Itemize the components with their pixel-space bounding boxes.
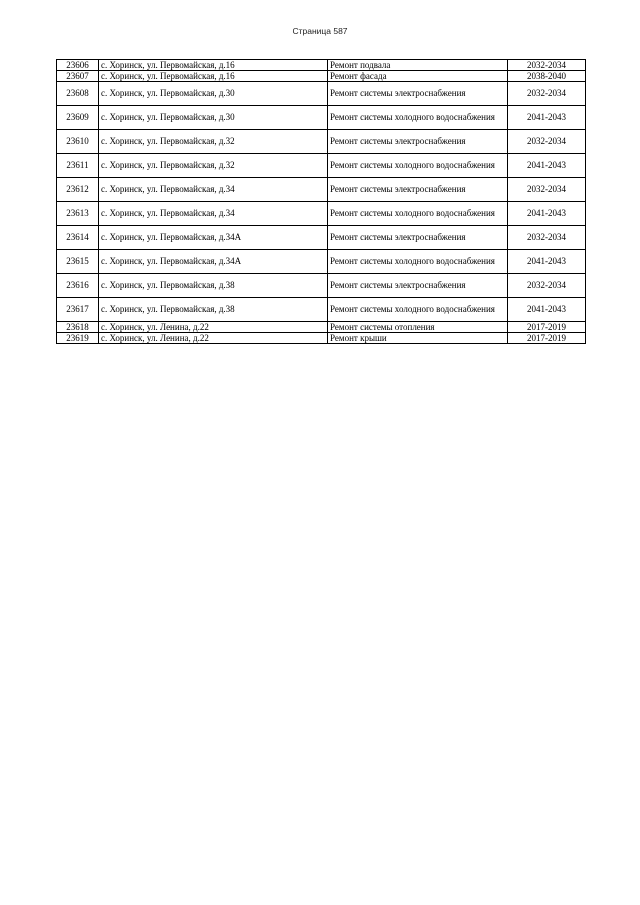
table-row bbox=[57, 82, 586, 106]
table-row bbox=[57, 274, 586, 298]
row-address: с. Хоринск, ул. Первомайская, д.34 bbox=[99, 202, 328, 226]
table-row bbox=[57, 71, 586, 82]
row-work-type: Ремонт системы электроснабжения bbox=[328, 274, 508, 298]
row-work-type: Ремонт системы холодного водоснабжения bbox=[328, 106, 508, 130]
row-number: 23619 bbox=[57, 333, 99, 344]
row-number: 23616 bbox=[57, 274, 99, 298]
table-row bbox=[57, 154, 586, 178]
row-address: с. Хоринск, ул. Ленина, д.22 bbox=[99, 333, 328, 344]
row-number: 23607 bbox=[57, 71, 99, 82]
row-work-type: Ремонт системы холодного водоснабжения bbox=[328, 250, 508, 274]
table-row bbox=[57, 226, 586, 250]
row-work-type: Ремонт системы электроснабжения bbox=[328, 130, 508, 154]
table-row bbox=[57, 250, 586, 274]
table-row bbox=[57, 60, 586, 71]
row-address: с. Хоринск, ул. Первомайская, д.16 bbox=[99, 71, 328, 82]
row-work-type: Ремонт системы электроснабжения bbox=[328, 178, 508, 202]
row-number: 23612 bbox=[57, 178, 99, 202]
row-period: 2017-2019 bbox=[508, 322, 586, 333]
row-period: 2041-2043 bbox=[508, 298, 586, 322]
table-row bbox=[57, 202, 586, 226]
repair-works-table bbox=[56, 59, 586, 344]
row-number: 23614 bbox=[57, 226, 99, 250]
row-work-type: Ремонт крыши bbox=[328, 333, 508, 344]
row-period: 2032-2034 bbox=[508, 226, 586, 250]
row-period: 2032-2034 bbox=[508, 60, 586, 71]
row-work-type: Ремонт системы холодного водоснабжения bbox=[328, 298, 508, 322]
row-work-type: Ремонт системы холодного водоснабжения bbox=[328, 202, 508, 226]
row-period: 2041-2043 bbox=[508, 202, 586, 226]
row-address: с. Хоринск, ул. Первомайская, д.34 bbox=[99, 178, 328, 202]
row-number: 23615 bbox=[57, 250, 99, 274]
row-address: с. Хоринск, ул. Первомайская, д.38 bbox=[99, 274, 328, 298]
row-period: 2032-2034 bbox=[508, 178, 586, 202]
row-period: 2041-2043 bbox=[508, 154, 586, 178]
row-period: 2017-2019 bbox=[508, 333, 586, 344]
page-number-header: Страница 587 bbox=[292, 26, 348, 36]
row-number: 23606 bbox=[57, 60, 99, 71]
table-row bbox=[57, 130, 586, 154]
row-address: с. Хоринск, ул. Первомайская, д.32 bbox=[99, 154, 328, 178]
row-number: 23610 bbox=[57, 130, 99, 154]
table-row bbox=[57, 298, 586, 322]
row-period: 2032-2034 bbox=[508, 82, 586, 106]
row-address: с. Хоринск, ул. Первомайская, д.32 bbox=[99, 130, 328, 154]
row-address: с. Хоринск, ул. Первомайская, д.38 bbox=[99, 298, 328, 322]
row-address: с. Хоринск, ул. Первомайская, д.34А bbox=[99, 250, 328, 274]
row-work-type: Ремонт системы отопления bbox=[328, 322, 508, 333]
row-period: 2032-2034 bbox=[508, 274, 586, 298]
row-work-type: Ремонт системы электроснабжения bbox=[328, 226, 508, 250]
row-number: 23611 bbox=[57, 154, 99, 178]
row-number: 23608 bbox=[57, 82, 99, 106]
row-period: 2038-2040 bbox=[508, 71, 586, 82]
table-row bbox=[57, 106, 586, 130]
row-work-type: Ремонт системы электроснабжения bbox=[328, 82, 508, 106]
row-address: с. Хоринск, ул. Ленина, д.22 bbox=[99, 322, 328, 333]
table-row bbox=[57, 322, 586, 333]
row-period: 2032-2034 bbox=[508, 130, 586, 154]
row-address: с. Хоринск, ул. Первомайская, д.16 bbox=[99, 60, 328, 71]
row-number: 23617 bbox=[57, 298, 99, 322]
row-number: 23609 bbox=[57, 106, 99, 130]
table-body bbox=[57, 60, 586, 344]
row-address: с. Хоринск, ул. Первомайская, д.34А bbox=[99, 226, 328, 250]
row-number: 23618 bbox=[57, 322, 99, 333]
row-period: 2041-2043 bbox=[508, 106, 586, 130]
row-address: с. Хоринск, ул. Первомайская, д.30 bbox=[99, 82, 328, 106]
table-row bbox=[57, 178, 586, 202]
row-work-type: Ремонт системы холодного водоснабжения bbox=[328, 154, 508, 178]
row-address: с. Хоринск, ул. Первомайская, д.30 bbox=[99, 106, 328, 130]
row-period: 2041-2043 bbox=[508, 250, 586, 274]
row-number: 23613 bbox=[57, 202, 99, 226]
row-work-type: Ремонт подвала bbox=[328, 60, 508, 71]
row-work-type: Ремонт фасада bbox=[328, 71, 508, 82]
table-row bbox=[57, 333, 586, 344]
